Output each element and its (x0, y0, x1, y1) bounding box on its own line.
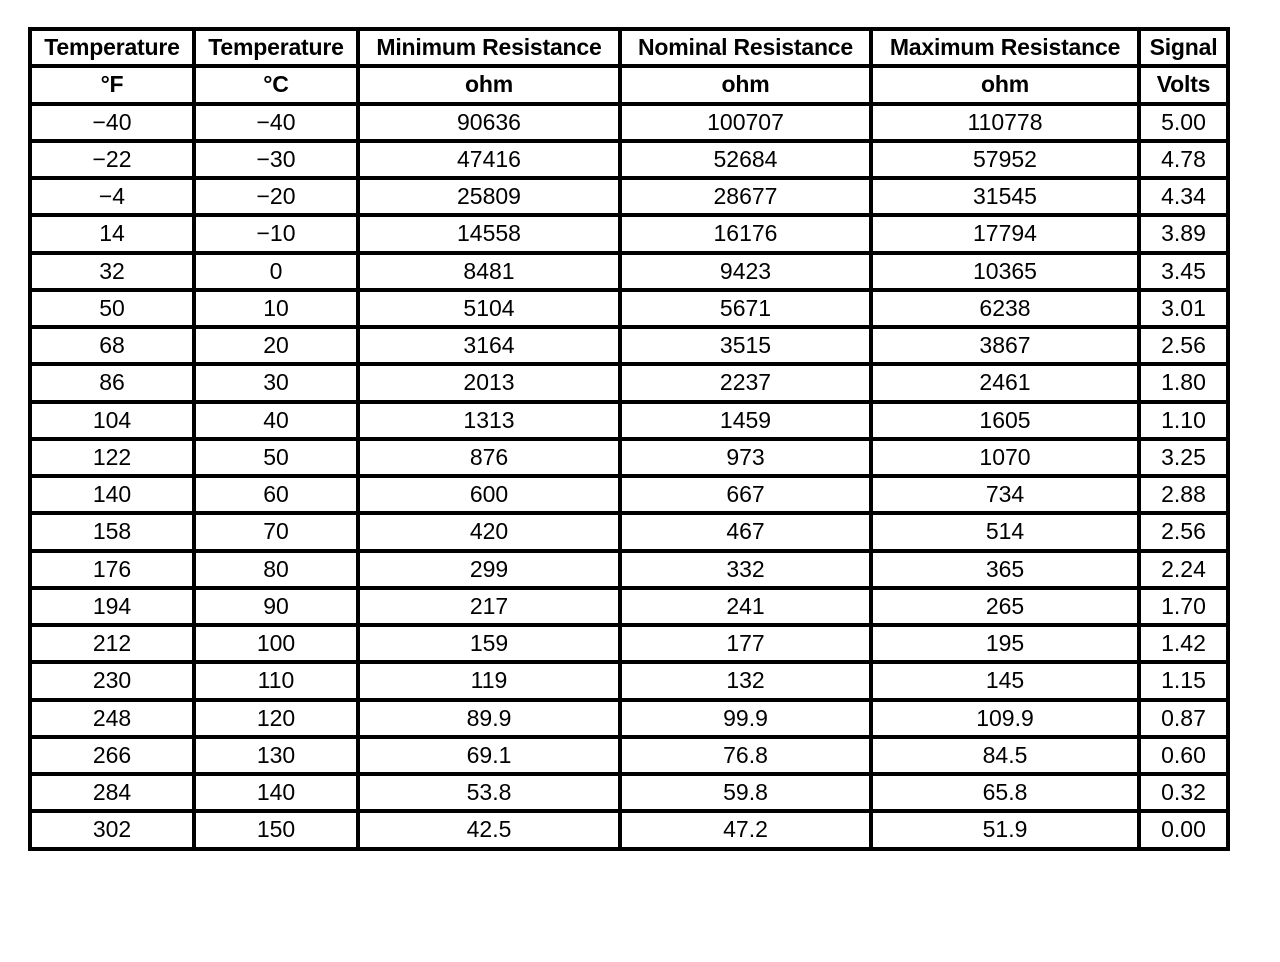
cell-nominal-resistance: 2237 (620, 364, 871, 401)
cell-temp-f: 212 (30, 625, 194, 662)
unit-fahrenheit: °F (30, 66, 194, 103)
cell-signal-volts: 1.70 (1139, 588, 1228, 625)
cell-min-resistance: 89.9 (358, 700, 620, 737)
table-row (30, 215, 1228, 252)
sensor-resistance-table (28, 27, 1230, 851)
cell-max-resistance: 1605 (871, 402, 1139, 439)
cell-temp-c: −10 (194, 215, 358, 252)
cell-signal-volts: 1.10 (1139, 402, 1228, 439)
cell-temp-f: 158 (30, 513, 194, 550)
cell-max-resistance: 145 (871, 662, 1139, 699)
cell-temp-f: 14 (30, 215, 194, 252)
cell-nominal-resistance: 28677 (620, 178, 871, 215)
cell-signal-volts: 3.45 (1139, 253, 1228, 290)
table-row (30, 513, 1228, 550)
cell-max-resistance: 3867 (871, 327, 1139, 364)
header-nominal-resistance: Nominal Resistance (620, 29, 871, 66)
table-row (30, 178, 1228, 215)
table-body (30, 104, 1228, 849)
cell-temp-f: −22 (30, 141, 194, 178)
cell-temp-c: 20 (194, 327, 358, 364)
cell-min-resistance: 159 (358, 625, 620, 662)
table-row (30, 327, 1228, 364)
cell-nominal-resistance: 99.9 (620, 700, 871, 737)
cell-nominal-resistance: 59.8 (620, 774, 871, 811)
cell-max-resistance: 51.9 (871, 811, 1139, 848)
cell-temp-c: 30 (194, 364, 358, 401)
header-row (30, 29, 1228, 66)
table-row (30, 476, 1228, 513)
cell-max-resistance: 31545 (871, 178, 1139, 215)
header-temperature-f: Temperature (30, 29, 194, 66)
cell-signal-volts: 2.24 (1139, 551, 1228, 588)
cell-max-resistance: 365 (871, 551, 1139, 588)
cell-nominal-resistance: 5671 (620, 290, 871, 327)
cell-min-resistance: 42.5 (358, 811, 620, 848)
cell-temp-f: 32 (30, 253, 194, 290)
cell-temp-f: −4 (30, 178, 194, 215)
header-minimum-resistance: Minimum Resistance (358, 29, 620, 66)
table-row (30, 737, 1228, 774)
table-row (30, 625, 1228, 662)
cell-temp-c: 150 (194, 811, 358, 848)
cell-nominal-resistance: 76.8 (620, 737, 871, 774)
cell-nominal-resistance: 177 (620, 625, 871, 662)
table-row (30, 364, 1228, 401)
cell-max-resistance: 65.8 (871, 774, 1139, 811)
cell-min-resistance: 53.8 (358, 774, 620, 811)
header-temperature-c: Temperature (194, 29, 358, 66)
cell-signal-volts: 2.56 (1139, 513, 1228, 550)
cell-nominal-resistance: 9423 (620, 253, 871, 290)
cell-min-resistance: 3164 (358, 327, 620, 364)
cell-temp-c: 0 (194, 253, 358, 290)
cell-temp-c: 100 (194, 625, 358, 662)
table-row (30, 402, 1228, 439)
table-row (30, 774, 1228, 811)
cell-temp-f: 284 (30, 774, 194, 811)
cell-min-resistance: 2013 (358, 364, 620, 401)
cell-temp-f: 68 (30, 327, 194, 364)
cell-nominal-resistance: 47.2 (620, 811, 871, 848)
cell-max-resistance: 265 (871, 588, 1139, 625)
cell-max-resistance: 2461 (871, 364, 1139, 401)
cell-nominal-resistance: 3515 (620, 327, 871, 364)
cell-nominal-resistance: 100707 (620, 104, 871, 141)
cell-nominal-resistance: 132 (620, 662, 871, 699)
cell-signal-volts: 0.00 (1139, 811, 1228, 848)
cell-min-resistance: 1313 (358, 402, 620, 439)
cell-min-resistance: 876 (358, 439, 620, 476)
cell-min-resistance: 25809 (358, 178, 620, 215)
header-signal: Signal (1139, 29, 1228, 66)
cell-temp-c: 50 (194, 439, 358, 476)
unit-celsius: °C (194, 66, 358, 103)
cell-min-resistance: 90636 (358, 104, 620, 141)
cell-min-resistance: 299 (358, 551, 620, 588)
cell-signal-volts: 2.56 (1139, 327, 1228, 364)
table-row (30, 662, 1228, 699)
table-row (30, 439, 1228, 476)
cell-temp-c: 140 (194, 774, 358, 811)
cell-temp-c: 40 (194, 402, 358, 439)
cell-min-resistance: 69.1 (358, 737, 620, 774)
cell-nominal-resistance: 973 (620, 439, 871, 476)
cell-nominal-resistance: 667 (620, 476, 871, 513)
cell-temp-f: 104 (30, 402, 194, 439)
cell-max-resistance: 17794 (871, 215, 1139, 252)
cell-min-resistance: 5104 (358, 290, 620, 327)
cell-min-resistance: 600 (358, 476, 620, 513)
cell-nominal-resistance: 467 (620, 513, 871, 550)
header-maximum-resistance: Maximum Resistance (871, 29, 1139, 66)
cell-nominal-resistance: 16176 (620, 215, 871, 252)
cell-temp-f: 266 (30, 737, 194, 774)
cell-signal-volts: 3.89 (1139, 215, 1228, 252)
units-row (30, 66, 1228, 103)
cell-max-resistance: 57952 (871, 141, 1139, 178)
unit-volts: Volts (1139, 66, 1228, 103)
table-header (30, 29, 1228, 104)
cell-signal-volts: 4.78 (1139, 141, 1228, 178)
cell-max-resistance: 1070 (871, 439, 1139, 476)
table-row (30, 811, 1228, 848)
cell-temp-c: 10 (194, 290, 358, 327)
table-row (30, 588, 1228, 625)
cell-temp-f: 50 (30, 290, 194, 327)
cell-signal-volts: 2.88 (1139, 476, 1228, 513)
cell-temp-f: 230 (30, 662, 194, 699)
cell-signal-volts: 0.32 (1139, 774, 1228, 811)
cell-max-resistance: 514 (871, 513, 1139, 550)
cell-nominal-resistance: 332 (620, 551, 871, 588)
cell-temp-f: −40 (30, 104, 194, 141)
cell-temp-f: 176 (30, 551, 194, 588)
cell-signal-volts: 3.25 (1139, 439, 1228, 476)
cell-max-resistance: 734 (871, 476, 1139, 513)
cell-min-resistance: 47416 (358, 141, 620, 178)
cell-signal-volts: 0.60 (1139, 737, 1228, 774)
cell-signal-volts: 1.42 (1139, 625, 1228, 662)
cell-min-resistance: 14558 (358, 215, 620, 252)
cell-signal-volts: 4.34 (1139, 178, 1228, 215)
cell-temp-c: 120 (194, 700, 358, 737)
cell-signal-volts: 3.01 (1139, 290, 1228, 327)
cell-temp-c: −20 (194, 178, 358, 215)
cell-signal-volts: 1.15 (1139, 662, 1228, 699)
table-row (30, 551, 1228, 588)
cell-temp-f: 122 (30, 439, 194, 476)
cell-max-resistance: 110778 (871, 104, 1139, 141)
unit-ohm-min: ohm (358, 66, 620, 103)
cell-min-resistance: 119 (358, 662, 620, 699)
cell-signal-volts: 0.87 (1139, 700, 1228, 737)
cell-nominal-resistance: 1459 (620, 402, 871, 439)
cell-signal-volts: 5.00 (1139, 104, 1228, 141)
cell-temp-c: 70 (194, 513, 358, 550)
cell-temp-c: 80 (194, 551, 358, 588)
cell-temp-c: 110 (194, 662, 358, 699)
cell-max-resistance: 10365 (871, 253, 1139, 290)
cell-max-resistance: 84.5 (871, 737, 1139, 774)
cell-temp-f: 86 (30, 364, 194, 401)
cell-min-resistance: 217 (358, 588, 620, 625)
unit-ohm-nominal: ohm (620, 66, 871, 103)
cell-max-resistance: 6238 (871, 290, 1139, 327)
cell-nominal-resistance: 241 (620, 588, 871, 625)
cell-nominal-resistance: 52684 (620, 141, 871, 178)
table-row (30, 700, 1228, 737)
cell-temp-f: 248 (30, 700, 194, 737)
cell-min-resistance: 420 (358, 513, 620, 550)
cell-temp-c: −30 (194, 141, 358, 178)
table-row (30, 253, 1228, 290)
cell-max-resistance: 195 (871, 625, 1139, 662)
cell-temp-c: 130 (194, 737, 358, 774)
table-row (30, 290, 1228, 327)
cell-temp-c: −40 (194, 104, 358, 141)
cell-signal-volts: 1.80 (1139, 364, 1228, 401)
cell-temp-f: 302 (30, 811, 194, 848)
cell-temp-f: 140 (30, 476, 194, 513)
table-row (30, 141, 1228, 178)
cell-temp-c: 60 (194, 476, 358, 513)
table-row (30, 104, 1228, 141)
cell-max-resistance: 109.9 (871, 700, 1139, 737)
unit-ohm-max: ohm (871, 66, 1139, 103)
cell-temp-c: 90 (194, 588, 358, 625)
resistance-table-container (28, 27, 1230, 851)
cell-min-resistance: 8481 (358, 253, 620, 290)
cell-temp-f: 194 (30, 588, 194, 625)
